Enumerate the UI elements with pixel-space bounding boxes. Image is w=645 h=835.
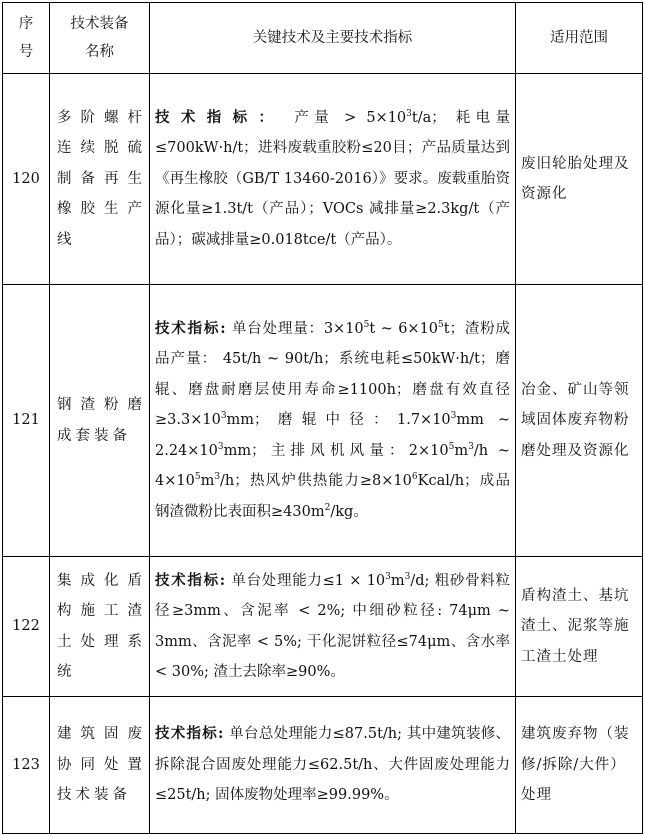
table-row	[3, 74, 643, 285]
equipment-name: 建筑固废协同处置技术装备	[50, 697, 150, 834]
table-row	[3, 285, 643, 557]
spec-label: 技术指标:	[155, 725, 225, 743]
scope: 盾构渣土、基坑渣土、泥浆等施工渣土处理	[516, 557, 643, 697]
equipment-name: 多阶螺杆连续脱硫制备再生橡胶生产线	[50, 74, 150, 285]
row-number: 120	[3, 74, 50, 285]
row-number: 121	[3, 285, 50, 557]
tech-spec: 技术指标： 产量 > $5\times 10^3t/a$； 耗电量≤700kW·h/t；进料废载重胶粉≤20目；产品质量达到《再生橡胶（GB/T 13460-2016）》要求。废载重胎资源化量≥1.3t/t（产品）；VOCs 减排量≥2.3kg/t（产品）；碳减排量≥0.018tce/t（产品）。	[150, 74, 516, 285]
spec-label: 技术指标：	[155, 108, 285, 126]
scope: 建筑废弃物（装修/拆除/大件）处理	[516, 697, 643, 834]
tech-spec: 技术指标: 单台处理能力$\le 1 \times 10^3m^3/d$; 粗砂骨料粒径≥3mm、含泥率 < 2%; 中细砂粒径: 74μm ~ 3mm、含泥率 < 5%; 干化泥饼粒径≤74μm、含水率 < 30%; 渣土去除率≥90%。	[150, 557, 516, 697]
equipment-spec-table	[2, 2, 643, 834]
scope: 冶金、矿山等领域固体废弃物粉磨处理及资源化	[516, 285, 643, 557]
spec-label: 技术指标:	[155, 319, 227, 337]
header-row	[3, 3, 643, 74]
header-number: 序 号	[3, 3, 50, 74]
header-key-technology: 关键技术及主要技术指标	[150, 3, 516, 74]
tech-spec: 技术指标: 单台处理量：$3\times 10^5t$ ~ $6\times 10^5t$；渣粉成品产量： 45t/h ~ 90t/h；系统电耗≤50kW·h/t；磨辊、磨盘耐磨层使用寿命≥1100h；磨盘有效直径$\ge 3.3\times 10^3mm$；磨辊中径：$1.7\times 10^3mm$ ~ $2.24\times 10^3mm$；主排风机风量：$2\times 10^5m^3/h$ ~ $4\times 10^5m^3/h$；热风炉供热能力$\ge 8\times 10^6Kcal/h$；成品钢渣微粉比表面积$\ge 430m^2/kg$。	[150, 285, 516, 557]
spec-label: 技术指标:	[155, 571, 227, 589]
scope: 废旧轮胎处理及资源化	[516, 74, 643, 285]
row-number: 123	[3, 697, 50, 834]
header-equipment-name: 技术装备 名称	[50, 3, 150, 74]
tech-spec: 技术指标: 单台总处理能力≤87.5t/h; 其中建筑装修、拆除混合固废处理能力≤62.5t/h、大件固废处理能力≤25t/h; 固体废物处理率≥99.99%。	[150, 697, 516, 834]
table-row	[3, 557, 643, 697]
table-row	[3, 697, 643, 834]
equipment-name: 集成化盾构施工渣土处理系统	[50, 557, 150, 697]
header-scope: 适用范围	[516, 3, 643, 74]
equipment-name: 钢渣粉磨成套装备	[50, 285, 150, 557]
row-number: 122	[3, 557, 50, 697]
